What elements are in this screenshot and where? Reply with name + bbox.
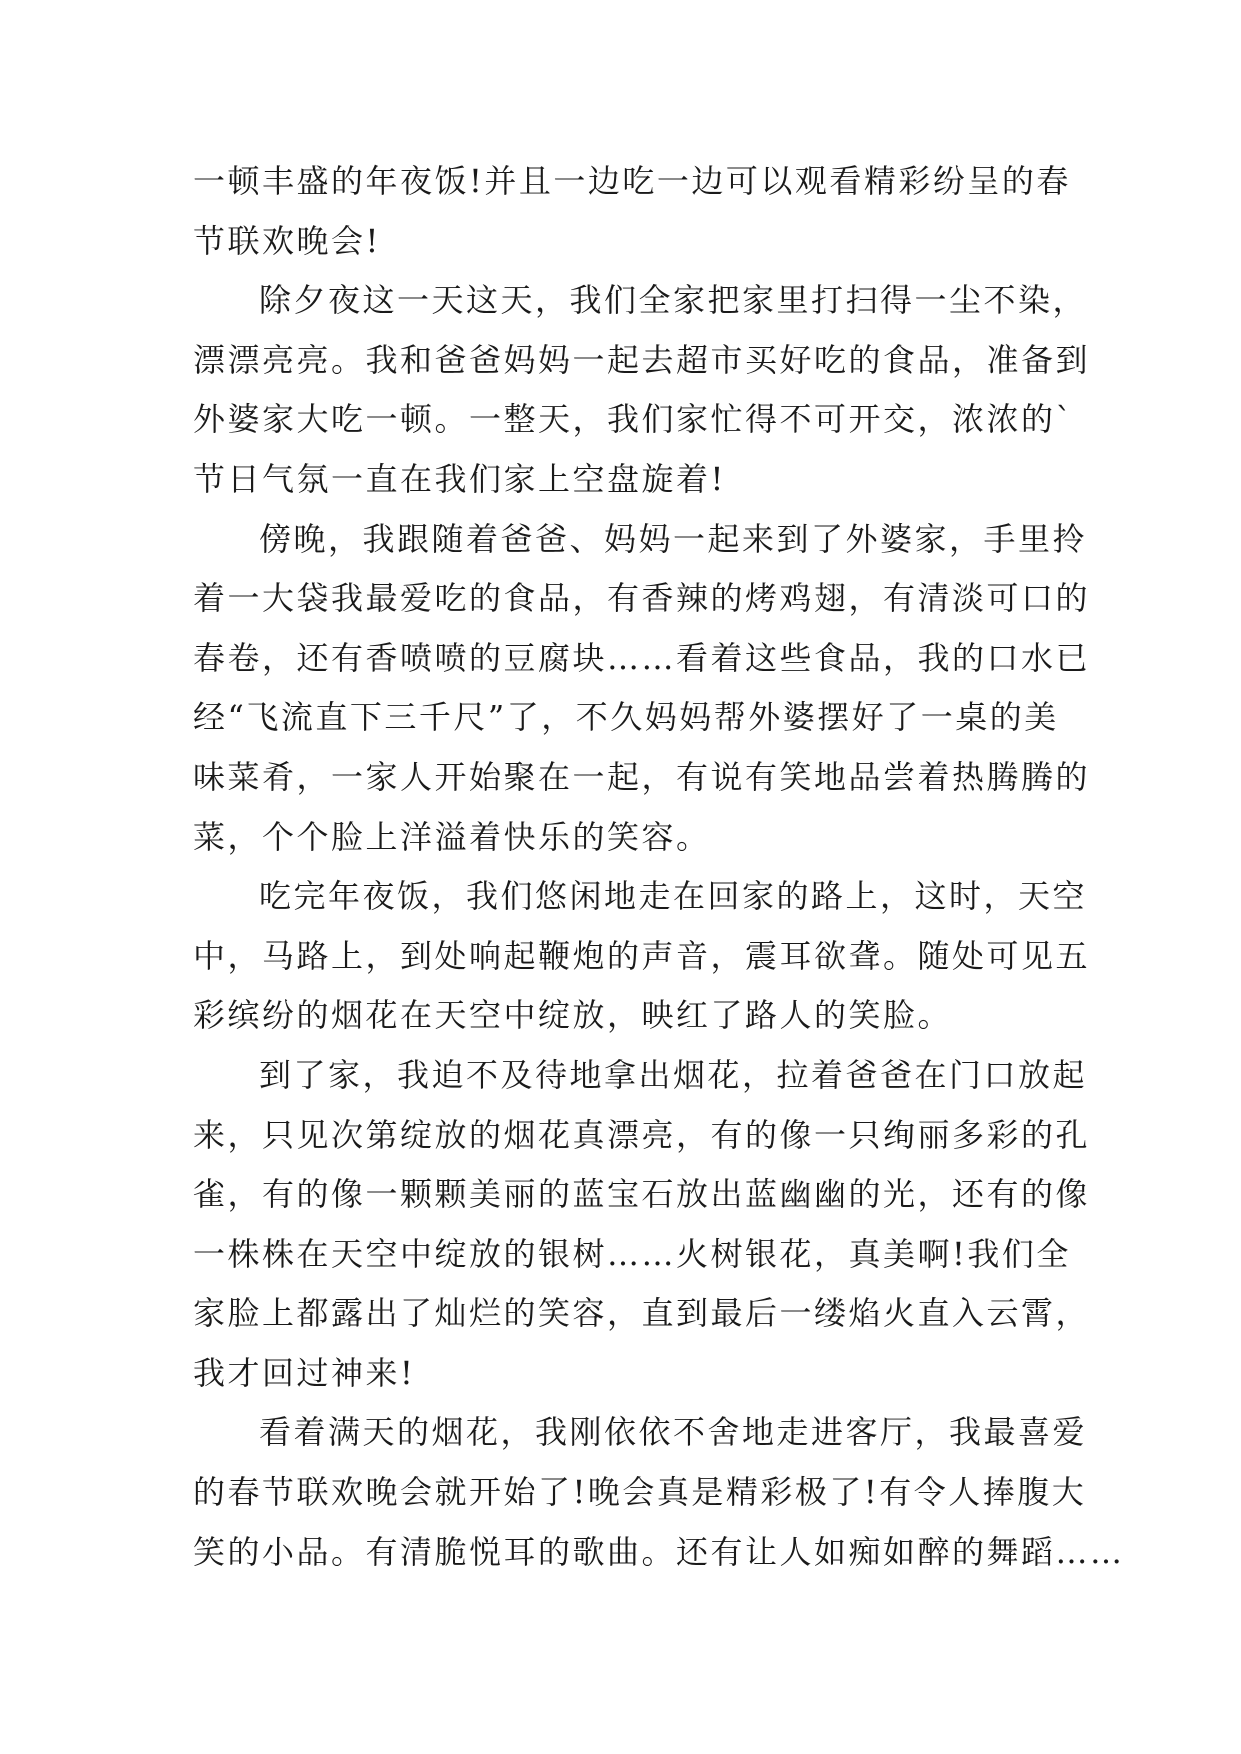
paragraph-first-line: 傍晚，我跟随着爸爸、妈妈一起来到了外婆家，手里拎	[259, 519, 1088, 558]
text-line: 菜，个个脸上洋溢着快乐的笑容。	[193, 817, 711, 856]
text-line: 一顿丰盛的年夜饭!并且一边吃一边可以观看精彩纷呈的春	[193, 162, 1071, 200]
text-line: 节日气氛一直在我们家上空盘旋着!	[193, 459, 726, 498]
text-line: 家脸上都露出了灿烂的笑容，直到最后一缕焰火直入云霄，	[193, 1294, 1091, 1333]
text-line: 一株株在天空中绽放的银树……火树银花，真美啊!我们全	[193, 1234, 1071, 1273]
text-line: 中，马路上，到处响起鞭炮的声音，震耳欲聋。随处可见五	[193, 936, 1091, 975]
text-line: 的春节联欢晚会就开始了!晚会真是精彩极了!有令人捧腹大	[193, 1473, 1087, 1512]
text-line: 着一大袋我最爱吃的食品，有香辣的烤鸡翅，有清淡可口的	[193, 579, 1091, 618]
paragraph-first-line: 到了家，我迫不及待地拿出烟花，拉着爸爸在门口放起	[259, 1055, 1088, 1094]
essay-body	[193, 152, 1125, 1582]
paragraph-first-line: 吃完年夜饭，我们悠闲地走在回家的路上，这时，天空	[259, 877, 1088, 916]
paragraph-first-line: 看着满天的烟花，我刚依依不舍地走进客厅，我最喜爱	[259, 1413, 1088, 1452]
text-line: 雀，有的像一颗颗美丽的蓝宝石放出蓝幽幽的光，还有的像	[193, 1175, 1091, 1214]
text-line: 经“飞流直下三千尺”了，不久妈妈帮外婆摆好了一桌的美	[193, 698, 1059, 737]
text-line: 味菜肴，一家人开始聚在一起，有说有笑地品尝着热腾腾的	[193, 757, 1091, 796]
text-line: 节联欢晚会!	[193, 221, 381, 260]
text-line: 笑的小品。有清脆悦耳的歌曲。还有让人如痴如醉的舞蹈……	[193, 1532, 1125, 1571]
text-line: 彩缤纷的烟花在天空中绽放，映红了路人的笑脸。	[193, 996, 953, 1035]
text-line: 春卷，还有香喷喷的豆腐块……看着这些食品，我的口水已	[193, 638, 1091, 677]
text-line: 外婆家大吃一顿。一整天，我们家忙得不可开交，浓浓的`	[193, 400, 1075, 439]
text-line: 来，只见次第绽放的烟花真漂亮，有的像一只绚丽多彩的孔	[193, 1115, 1091, 1154]
paragraph-first-line: 除夕夜这一天这天，我们全家把家里打扫得一尘不染，	[259, 281, 1088, 320]
text-line: 漂漂亮亮。我和爸爸妈妈一起去超市买好吃的食品，准备到	[193, 340, 1091, 379]
text-line: 我才回过神来!	[193, 1353, 416, 1392]
